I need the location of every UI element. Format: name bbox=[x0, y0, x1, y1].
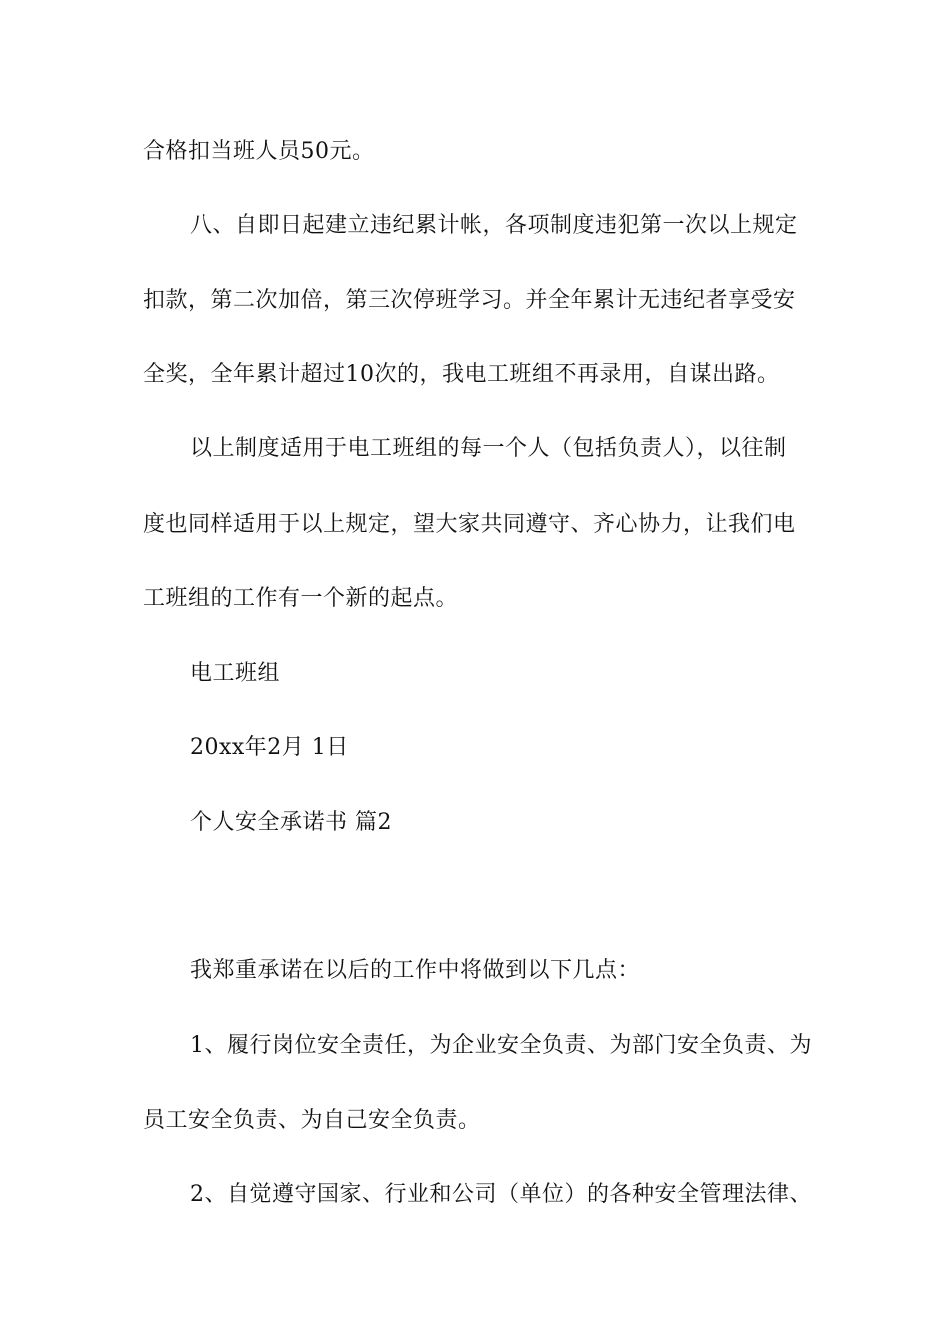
text-line: 全奖，全年累计超过10次的，我电工班组不再录用，自谋出路。 bbox=[143, 362, 780, 387]
signature-date: 20xx年2月 1日 bbox=[190, 735, 349, 760]
text-line: 2、自觉遵守国家、行业和公司（单位）的各种安全管理法律、 bbox=[190, 1182, 812, 1207]
text-line: 合格扣当班人员50元。 bbox=[143, 139, 375, 164]
section-title: 个人安全承诺书 篇2 bbox=[190, 810, 392, 835]
text-line: 我郑重承诺在以后的工作中将做到以下几点： bbox=[190, 958, 641, 983]
text-line: 以上制度适用于电工班组的每一个人（包括负责人），以往制 bbox=[190, 436, 787, 461]
signature-team: 电工班组 bbox=[190, 661, 281, 686]
text-line: 员工安全负责、为自己安全负责。 bbox=[143, 1108, 481, 1133]
text-line: 1、履行岗位安全责任，为企业安全负责、为部门安全负责、为 bbox=[190, 1033, 812, 1058]
text-line: 工班组的工作有一个新的起点。 bbox=[143, 586, 459, 611]
text-line: 度也同样适用于以上规定，望大家共同遵守、齐心协力，让我们电 bbox=[143, 512, 796, 537]
text-line: 扣款，第二次加倍，第三次停班学习。并全年累计无违纪者享受安 bbox=[143, 288, 796, 313]
text-line: 八、自即日起建立违纪累计帐，各项制度违犯第一次以上规定 bbox=[190, 213, 798, 238]
